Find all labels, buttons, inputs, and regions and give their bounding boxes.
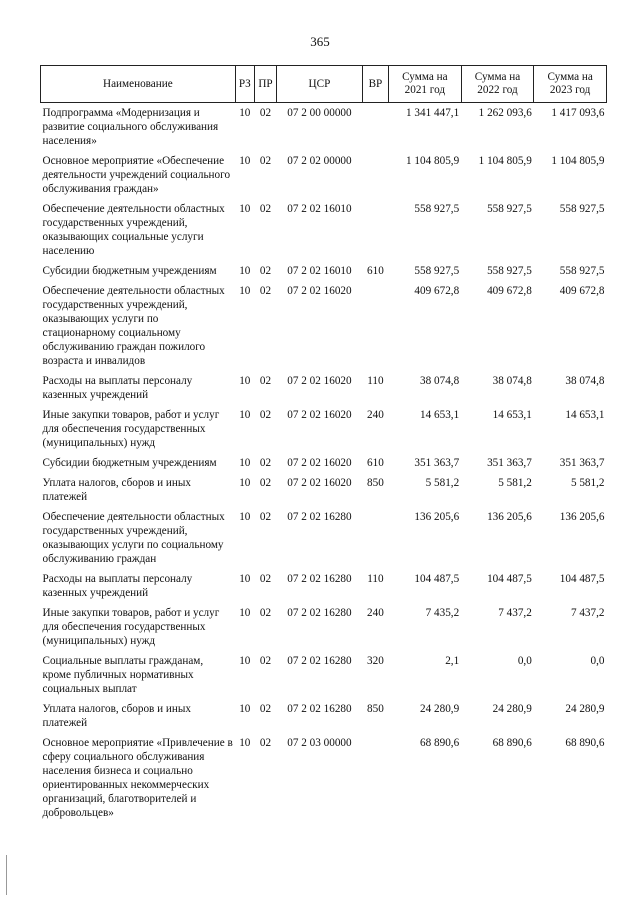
row-sum-2023: 136 205,6 (559, 511, 605, 523)
header-sum-2023: Сумма на 2023 год (534, 66, 607, 103)
row-vr: 850 (367, 703, 384, 715)
row-name: Иные закупки товаров, работ и услуг для обеспечения государственных (муниципальных) нужд (42, 607, 220, 647)
row-sum-2022: 409 672,8 (487, 285, 532, 297)
row-sum-2023: 1 104 805,9 (551, 155, 605, 167)
row-rz: 10 (239, 155, 251, 167)
row-pr: 02 (259, 457, 272, 469)
row-pr: 02 (259, 703, 272, 715)
row-csr: 07 2 02 16020 (287, 477, 352, 489)
row-pr: 02 (259, 285, 272, 297)
row-sum-2023: 558 927,5 (559, 203, 605, 215)
row-vr: 610 (367, 265, 384, 277)
row-vr: 610 (367, 457, 384, 469)
row-sum-2023: 104 487,5 (559, 573, 605, 585)
row-rz: 10 (239, 409, 251, 421)
header-csr: ЦСР (277, 66, 363, 103)
row-vr: 240 (367, 409, 384, 421)
row-sum-2021: 38 074,8 (420, 375, 460, 387)
row-sum-2023: 14 653,1 (565, 409, 605, 421)
row-csr: 07 2 00 00000 (287, 107, 352, 119)
row-name: Подпрограмма «Модернизация и развитие социального обслуживания населения» (42, 107, 219, 147)
table-row (41, 151, 607, 199)
row-sum-2022: 351 363,7 (487, 457, 532, 469)
header-vr: ВР (362, 66, 388, 103)
row-vr: 850 (367, 477, 384, 489)
row-pr: 02 (259, 203, 272, 215)
row-sum-2023: 5 581,2 (570, 477, 605, 489)
row-name: Основное мероприятие «Привлечение в сферу социального обслуживания населения бизнеса и социально ориентированных некоммерческих организаций, благотворителей и добровольцев» (42, 737, 233, 819)
row-vr (362, 733, 388, 823)
row-name: Иные закупки товаров, работ и услуг для обеспечения государственных (муниципальных) нужд (42, 409, 220, 449)
table-body (41, 103, 607, 824)
row-sum-2022: 14 653,1 (492, 409, 532, 421)
row-csr: 07 2 02 16020 (287, 285, 352, 297)
page-number: 365 (310, 34, 330, 49)
row-rz: 10 (239, 573, 251, 585)
row-sum-2022: 7 437,2 (498, 607, 532, 619)
row-pr: 02 (259, 655, 272, 667)
header-sum-2021: Сумма на 2021 год (389, 66, 462, 103)
row-vr: 240 (367, 607, 384, 619)
row-sum-2022: 136 205,6 (487, 511, 532, 523)
table-row (41, 199, 607, 261)
row-sum-2021: 558 927,5 (414, 203, 460, 215)
row-sum-2021: 5 581,2 (425, 477, 460, 489)
row-rz: 10 (239, 655, 251, 667)
scan-edge-mark (6, 855, 7, 895)
row-sum-2021: 2,1 (445, 655, 460, 667)
row-name: Уплата налогов, сборов и иных платежей (42, 703, 192, 729)
row-rz: 10 (239, 457, 251, 469)
row-pr: 02 (259, 607, 272, 619)
row-pr: 02 (259, 409, 272, 421)
row-sum-2021: 1 104 805,9 (406, 155, 460, 167)
row-sum-2021: 24 280,9 (420, 703, 460, 715)
row-sum-2022: 1 104 805,9 (478, 155, 532, 167)
header-rz: РЗ (235, 66, 254, 103)
row-name: Субсидии бюджетным учреждениям (42, 457, 217, 469)
header-row (41, 66, 607, 103)
row-sum-2022: 68 890,6 (492, 737, 532, 749)
row-sum-2023: 38 074,8 (565, 375, 605, 387)
row-sum-2022: 5 581,2 (498, 477, 532, 489)
table-row (41, 733, 607, 823)
row-sum-2023: 1 417 093,6 (551, 107, 605, 119)
row-csr: 07 2 02 16280 (287, 703, 352, 715)
row-name: Социальные выплаты гражданам, кроме публичных нормативных социальных выплат (42, 655, 204, 695)
row-vr: 110 (367, 573, 384, 585)
row-rz: 10 (239, 511, 251, 523)
row-sum-2021: 104 487,5 (414, 573, 460, 585)
row-rz: 10 (239, 203, 251, 215)
row-sum-2023: 68 890,6 (565, 737, 605, 749)
row-name: Уплата налогов, сборов и иных платежей (42, 477, 192, 503)
table-row (41, 103, 607, 152)
table-row (41, 281, 607, 371)
row-sum-2023: 558 927,5 (559, 265, 605, 277)
row-sum-2022: 104 487,5 (487, 573, 532, 585)
table-row (41, 507, 607, 569)
row-vr: 110 (367, 375, 384, 387)
row-csr: 07 2 02 16020 (287, 409, 352, 421)
row-pr: 02 (259, 477, 272, 489)
row-sum-2022: 0,0 (517, 655, 532, 667)
row-sum-2023: 409 672,8 (559, 285, 605, 297)
row-sum-2022: 558 927,5 (487, 265, 532, 277)
row-sum-2021: 1 341 447,1 (406, 107, 460, 119)
row-name: Обеспечение деятельности областных государственных учреждений, оказывающих услуги по социальному обслуживанию граждан (42, 511, 225, 565)
row-rz: 10 (239, 265, 251, 277)
row-csr: 07 2 02 16280 (287, 573, 352, 585)
table-row (41, 261, 607, 281)
row-sum-2022: 1 262 093,6 (478, 107, 532, 119)
row-sum-2022: 38 074,8 (492, 375, 532, 387)
budget-table (40, 65, 607, 823)
row-csr: 07 2 02 16280 (287, 511, 352, 523)
table-row (41, 603, 607, 651)
row-name: Основное мероприятие «Обеспечение деятельности учреждений социального обслуживания граждан» (42, 155, 231, 195)
table-row (41, 473, 607, 507)
row-pr: 02 (259, 511, 272, 523)
row-sum-2022: 24 280,9 (492, 703, 532, 715)
row-csr: 07 2 02 16280 (287, 607, 352, 619)
row-vr (362, 151, 388, 199)
row-rz: 10 (239, 375, 251, 387)
row-name: Субсидии бюджетным учреждениям (42, 265, 217, 277)
row-csr: 07 2 02 16020 (287, 375, 352, 387)
row-csr: 07 2 02 16010 (287, 265, 352, 277)
row-pr: 02 (259, 573, 272, 585)
row-sum-2023: 7 437,2 (570, 607, 605, 619)
row-pr: 02 (259, 155, 272, 167)
row-vr (362, 103, 388, 152)
row-sum-2021: 351 363,7 (414, 457, 460, 469)
row-name: Расходы на выплаты персоналу казенных учреждений (42, 375, 193, 401)
row-sum-2021: 14 653,1 (420, 409, 460, 421)
table-row (41, 699, 607, 733)
row-csr: 07 2 02 16280 (287, 655, 352, 667)
row-sum-2022: 558 927,5 (487, 203, 532, 215)
row-rz: 10 (239, 607, 251, 619)
row-pr: 02 (259, 265, 272, 277)
row-name: Обеспечение деятельности областных государственных учреждений, оказывающих социальные услуги населению (42, 203, 225, 257)
row-pr: 02 (259, 375, 272, 387)
row-rz: 10 (239, 107, 251, 119)
table-row (41, 371, 607, 405)
row-sum-2021: 558 927,5 (414, 265, 460, 277)
row-vr (362, 199, 388, 261)
row-csr: 07 2 02 16020 (287, 457, 352, 469)
table-row (41, 453, 607, 473)
row-sum-2023: 0,0 (590, 655, 605, 667)
row-sum-2023: 24 280,9 (565, 703, 605, 715)
table-row (41, 651, 607, 699)
table-row (41, 405, 607, 453)
row-sum-2021: 7 435,2 (425, 607, 460, 619)
row-csr: 07 2 02 16010 (287, 203, 352, 215)
row-csr: 07 2 02 00000 (287, 155, 352, 167)
row-pr: 02 (259, 737, 272, 749)
row-name: Расходы на выплаты персоналу казенных учреждений (42, 573, 193, 599)
row-rz: 10 (239, 477, 251, 489)
row-rz: 10 (239, 285, 251, 297)
row-pr: 02 (259, 107, 272, 119)
table-header (41, 66, 607, 103)
row-name: Обеспечение деятельности областных государственных учреждений, оказывающих услуги по стационарному социальному обслуживанию граждан пожилого возраста и инвалидов (42, 285, 225, 367)
table-row (41, 569, 607, 603)
row-sum-2023: 351 363,7 (559, 457, 605, 469)
row-sum-2021: 68 890,6 (420, 737, 460, 749)
row-sum-2021: 409 672,8 (414, 285, 460, 297)
row-rz: 10 (239, 703, 251, 715)
header-pr: ПР (254, 66, 276, 103)
row-vr: 320 (367, 655, 384, 667)
row-vr (362, 281, 388, 371)
header-sum-2022: Сумма на 2022 год (461, 66, 534, 103)
row-vr (362, 507, 388, 569)
row-sum-2021: 136 205,6 (414, 511, 460, 523)
header-name: Наименование (41, 66, 236, 103)
row-rz: 10 (239, 737, 251, 749)
row-csr: 07 2 03 00000 (287, 737, 352, 749)
